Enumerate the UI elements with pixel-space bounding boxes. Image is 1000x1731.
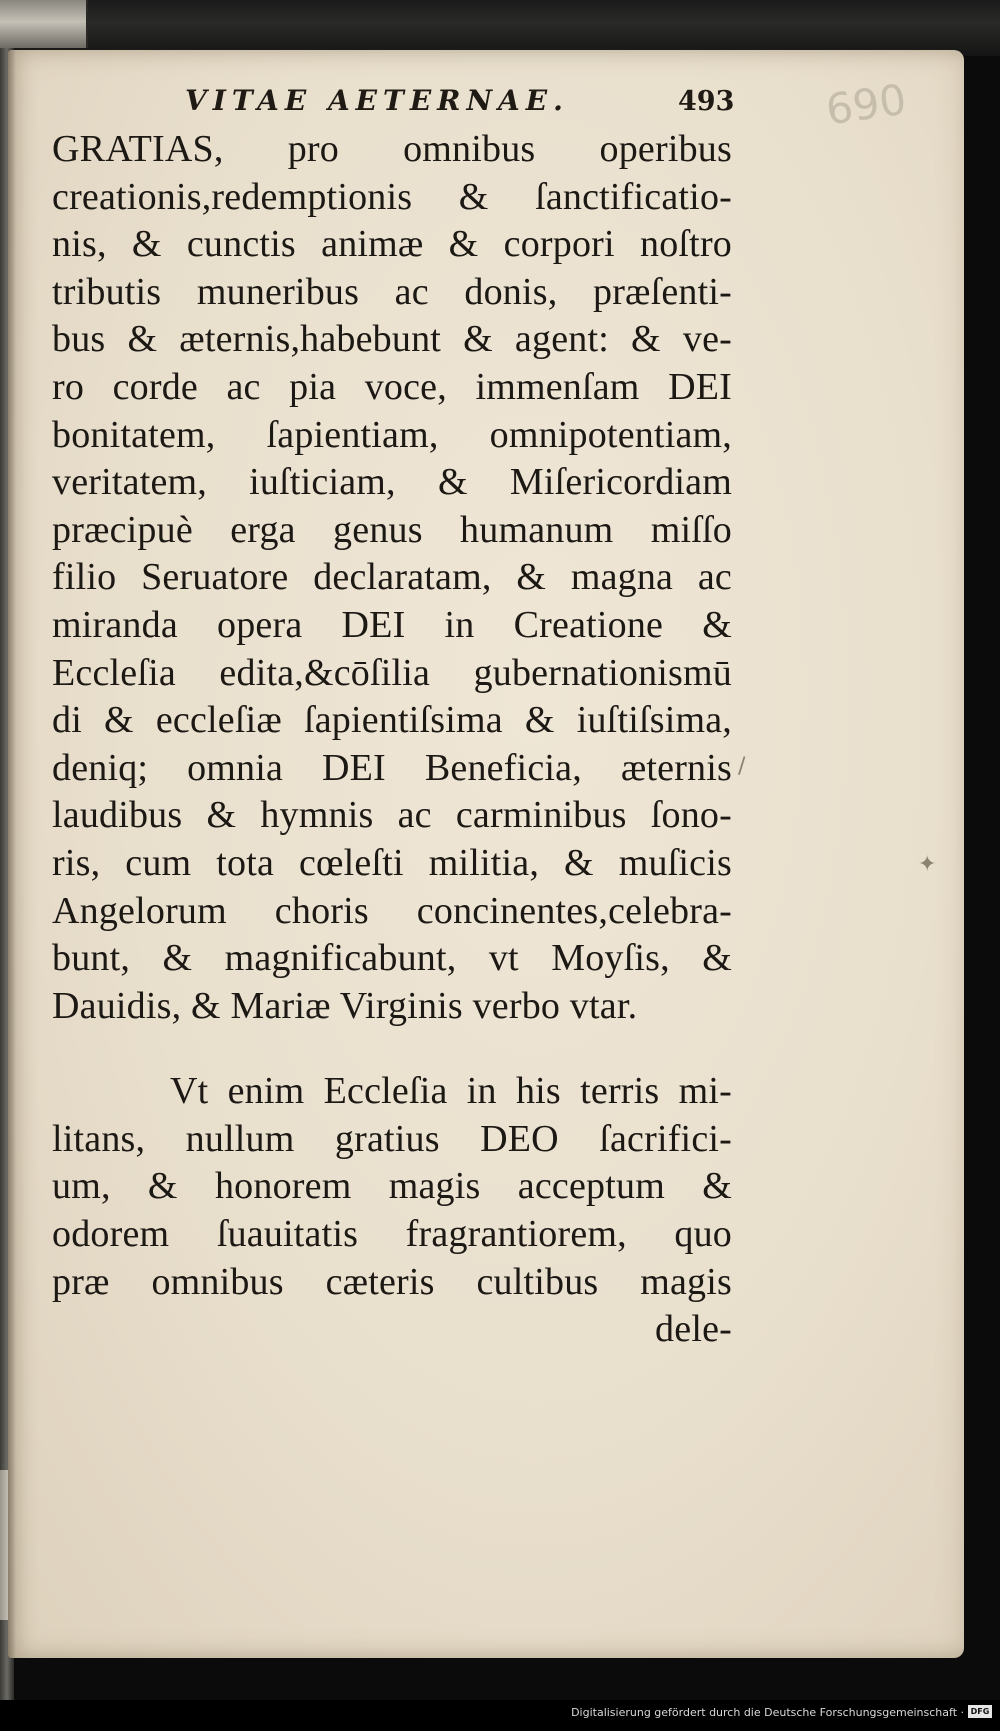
page-number: 493 xyxy=(678,86,735,117)
margin-mark-icon: ✦ xyxy=(918,852,937,877)
text-line: filio Seruatore declaratam, & magna ac xyxy=(52,556,732,599)
text-line: GRATIAS, pro omnibus operibus xyxy=(52,128,732,170)
text-line: Angelorum choris concinentes,celebra- xyxy=(52,889,732,932)
text-line: præcipuè erga genus humanum miſſo xyxy=(52,508,732,551)
text-line: ris, cum tota cœleſti militia, & muſicis xyxy=(52,841,732,884)
book-spine-top xyxy=(0,0,1000,56)
text-line: Eccleſia edita,&cōſilia gubernationismū xyxy=(52,651,732,694)
text-line: di & eccleſiæ ſapientiſsima & iuſtiſsima, xyxy=(52,699,732,742)
text-line: bonitatem, ſapientiam, omnipotentiam, xyxy=(52,413,732,456)
paragraph-1 xyxy=(52,126,732,1030)
text-line: um, & honorem magis acceptum & xyxy=(52,1165,732,1208)
digitization-credit: Digitalisierung gefördert durch die Deutsche Forschungsgemeinschaft · xyxy=(571,1706,964,1719)
text-line: Dauidis, & Mariæ Virginis verbo vtar. xyxy=(52,984,638,1027)
text-line: deniq; omnia DEI Beneficia, æternis xyxy=(52,746,732,789)
text-line: Vt enim Eccleſia in his terris mi- xyxy=(170,1070,732,1113)
pencil-annotation: 690 xyxy=(822,74,910,135)
text-line: tributis muneribus ac donis, præſenti- xyxy=(52,270,732,313)
text-line: odorem ſuauitatis fragrantiorem, quo xyxy=(52,1213,732,1256)
page-gutter-shadow xyxy=(8,50,16,1658)
text-line: veritatem, iuſticiam, & Miſericordiam xyxy=(52,461,732,504)
book-clasp-top xyxy=(0,0,88,48)
paragraph-gap xyxy=(52,1030,732,1068)
text-line: laudibus & hymnis ac carminibus ſono- xyxy=(52,794,732,837)
text-line: bus & æternis,habebunt & agent: & ve- xyxy=(52,318,732,361)
catchword: dele- xyxy=(655,1308,732,1351)
text-line: creationis,redemptionis & ſanctificatio- xyxy=(52,175,732,218)
running-head: VITAE AETERNAE. xyxy=(185,84,569,117)
text-line: præ omnibus cæteris cultibus magis xyxy=(52,1260,732,1303)
margin-tick-icon: / xyxy=(738,754,746,779)
text-line: nis, & cunctis animæ & corpori noſtro xyxy=(52,223,732,266)
paragraph-2 xyxy=(52,1068,732,1306)
dfg-logo: DFG xyxy=(968,1705,992,1718)
text-line: miranda opera DEI in Creatione & xyxy=(52,603,732,646)
text-line: litans, nullum gratius DEO ſacrifici- xyxy=(52,1117,732,1160)
text-line: bunt, & magnificabunt, vt Moyſis, & xyxy=(52,937,732,980)
page-text xyxy=(52,126,732,1354)
text-line: ro corde ac pia voce, immenſam DEI xyxy=(52,365,732,408)
